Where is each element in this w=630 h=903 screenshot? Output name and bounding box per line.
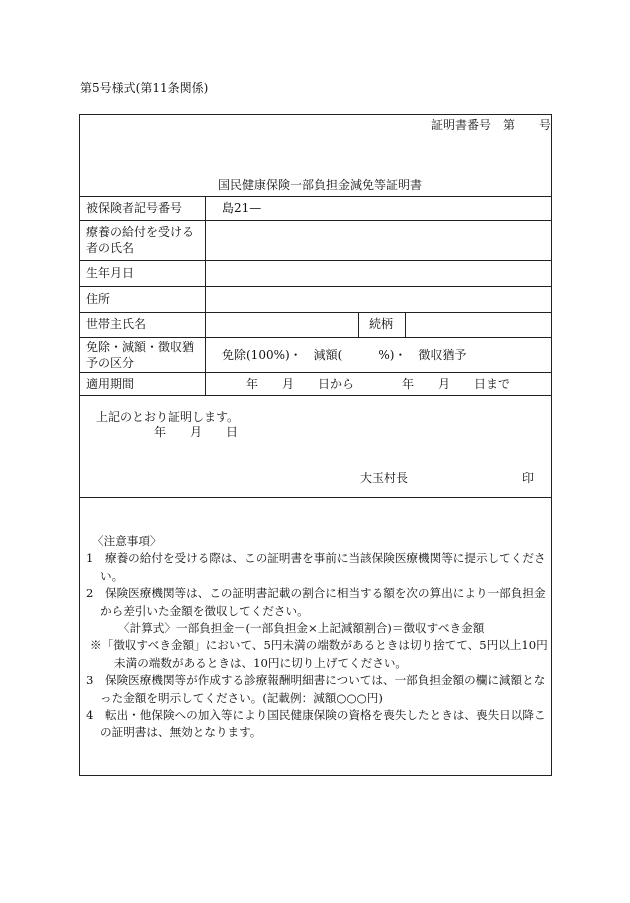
insured-number-value: 島21—: [222, 201, 262, 215]
note-item-4: 4 転出・他保険への加入等により国民健康保険の資格を喪失したときは、喪失日以降この証明書は、無効となります。: [86, 708, 546, 740]
divider: [79, 497, 552, 498]
certification-date: 年 月 日: [154, 425, 239, 439]
certificate-number: 証明書番号 第 号: [431, 118, 552, 132]
column-divider: [358, 312, 359, 337]
category-label: 免除・減額・徴収猶予の区分: [86, 340, 195, 370]
certificate-title: 国民健康保険一部負担金減免等証明書: [218, 178, 423, 192]
divider: [79, 372, 552, 373]
column-divider: [205, 196, 206, 395]
divider: [79, 260, 552, 261]
divider: [79, 286, 552, 287]
note-formula: 〈計算式〉一部負担金－(一部負担金×上記減額割合)＝徴収すべき金額: [118, 621, 485, 636]
seal-mark: 印: [522, 471, 535, 485]
certification-statement: 上記のとおり証明します。: [96, 410, 240, 424]
column-divider: [405, 312, 406, 337]
divider: [79, 337, 552, 338]
householder-name-label: 世帯主氏名: [86, 317, 147, 331]
issuer-name: 大玉村長: [360, 471, 409, 485]
form-number-label: 第5号様式(第11条関係): [80, 81, 209, 95]
note-item-1: 1 療養の給付を受ける際は、この証明書を事前に当該保険医療機関等に提示してください。: [86, 551, 546, 583]
application-period-label: 適用期間: [86, 377, 135, 391]
category-options: 免除(100%)・ 減額( %)・ 徴収猶予: [222, 348, 467, 362]
divider: [79, 312, 552, 313]
divider: [79, 395, 552, 396]
note-rounding: ※「徴収すべき金額」において、5円未満の端数があるときは切り捨てて、5円以上10円未満の端数があるときは、10円に切り上げてください。: [90, 638, 548, 670]
note-item-2: 2 保険医療機関等は、この証明書記載の割合に相当する額を次の算出により一部負担金から差引いた金額を徴収してください。: [86, 586, 546, 618]
note-item-3: 3 保険医療機関等が作成する診療報酬明細書については、一部負担金額の欄に減額となった金額を明示してください。(記載例：減額○○○円): [86, 673, 546, 705]
divider: [79, 220, 552, 221]
notes-heading: 〈注意事項〉: [92, 534, 162, 548]
address-label: 住所: [86, 292, 111, 306]
relationship-label: 続柄: [369, 317, 394, 331]
insured-number-label: 被保険者記号番号: [86, 201, 183, 215]
divider: [79, 196, 552, 197]
application-period-value: 年 月 日から 年 月 日まで: [246, 377, 511, 391]
birthdate-label: 生年月日: [86, 266, 135, 280]
recipient-name-label: 療養の給付を受ける者の氏名: [86, 225, 195, 255]
notes-section: [86, 533, 548, 742]
